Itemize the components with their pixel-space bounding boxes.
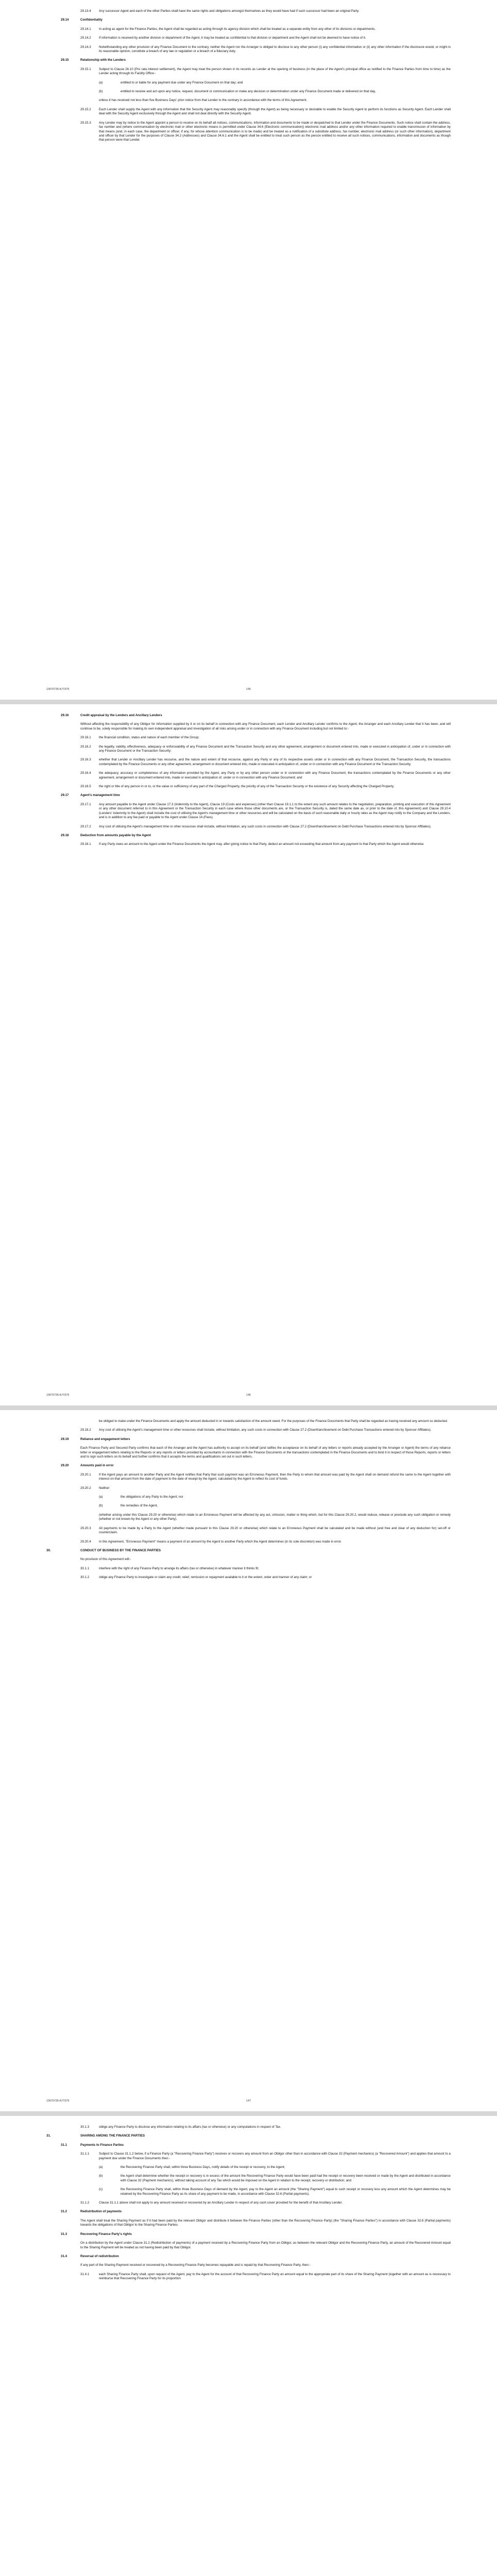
document-reference: 13670735-K/7/376 — [46, 688, 70, 691]
clause-number: 29.20.4 — [80, 1539, 91, 1544]
clause-number: 29.20.3 — [80, 1526, 91, 1530]
clause-number: 29.15 — [61, 58, 69, 62]
clause-number: 29.16.2 — [80, 744, 91, 749]
clause-text: Any cost of utilising the Agent's management time or other resources shall include, without limitation, any such costs in connection with Clause 27.2 (Disenfranchisement on Debt Purchase Transactions entered into by Sponsor Affiliates). — [99, 824, 432, 828]
clause-number: 29.18 — [61, 833, 69, 837]
paragraph: Each Finance Party and Secured Party confirms that each of the Arranger and the Agent has authority to accept on its behalf (and ratifies the acceptance on its behalf of any letters or reports already accepted by the Arranger or Agent) the terms of any reliance letter or engagement letters relating to the Reports or any reports or letters provided by accountants in connection with the Finance Documents or the transactions contemplated in the Finance Documents and to bind it in respect of those Reports, reports or letters and to sign such letters on its behalf and further confirms that it accepts the terms and qualifications set out in such letters. — [80, 1446, 451, 1459]
clause-text: the adequacy, accuracy or completeness of any information provided by the Agent, any Party or by any other person under or in connection with any Finance Document, the transactions contemplated by the Finance Documents or any other agreement, arrangement or document entered into, made or executed in anticipation of, under or in connection with any Finance Document; and — [99, 771, 451, 779]
paragraph: No provision of this Agreement will:- — [80, 1557, 131, 1562]
clause-number: 31.4 — [61, 2254, 67, 2258]
clause — [46, 36, 451, 40]
section-heading — [46, 2134, 451, 2138]
clause-number: 29.16.4 — [80, 771, 91, 775]
clause-title: Confidentiality — [80, 18, 102, 22]
page-content — [46, 1419, 451, 1585]
page-content — [46, 9, 451, 147]
clause-number: 31.1.2 — [80, 2201, 90, 2205]
clause — [46, 736, 451, 740]
clause-title: Credit appraisal by the Lenders and Ancillary Lenders — [80, 714, 162, 717]
clause-title: Agent's management time — [80, 793, 120, 798]
clause-number: 29.14.3 — [80, 45, 91, 49]
clause-number: 29.20 — [61, 1464, 69, 1468]
sub-paragraph — [46, 1495, 451, 1499]
sub-paragraph — [46, 2174, 451, 2183]
clause-text: the financial condition, status and nature of each member of the Group; — [99, 736, 200, 740]
clause-heading — [46, 793, 451, 798]
clause — [46, 9, 451, 13]
clause-heading — [46, 2143, 451, 2147]
clause-heading — [46, 2255, 451, 2259]
clause — [46, 771, 451, 780]
clause-number: 29.15.1 — [80, 67, 91, 71]
document-reference: 13670735-K/7/376 — [46, 2099, 70, 2103]
section-heading — [46, 1549, 451, 1553]
paragraph: On a distribution by the Agent under Clause 31.2 (Redistribution of payments) of a payment received by a Recovering Finance Party from an Obligor, as between the relevant Obligor and the Recovering Finance Party, an amount of the Recovered Amount equal to the Sharing Payment will be treated as not having been paid by that Obligor. — [80, 2241, 451, 2249]
clause-heading — [46, 18, 451, 22]
clause-number: 29.20.2 — [80, 1486, 91, 1490]
clause-text: Subject to Clause 31.1.2 below, if a Finance Party (a "Recovering Finance Party") receives or recovers any amount from an Obligor other than in accordance with Clause 32 (Payment mechanics) (a "Recovered Amount") and applies that amount to a payment due under the Finance Documents then:- — [99, 2152, 451, 2160]
clause-title: SHARING AMONG THE FINANCE PARTIES — [80, 2134, 145, 2138]
clause-number: 31.2 — [61, 2210, 67, 2214]
clause-number: (a) — [99, 2165, 103, 2170]
paragraph: be obliged to make under the Finance Documents and apply the amount deducted in or towards satisfaction of the amount owed. For the purposes of the Finance Documents that Party shall be regarded as having received any amount so deducted. — [99, 1419, 448, 1423]
clause-text: the obligations of any Party to the Agent; nor — [121, 1495, 183, 1499]
clause-text: All payments to be made by a Party to the Agent (whether made pursuant to this Clause 29.20 or otherwise) which relate to an Erroneous Payment shall be calculated and be made without (and free and clear of any deduction for) set-off or counterclaim. — [99, 1526, 451, 1535]
clause-number: 29.16.5 — [80, 785, 91, 789]
page-number: 146 — [246, 1394, 251, 1397]
clause-text: each Sharing Finance Party shall, upon request of the Agent, pay to the Agent for the account of that Recovering Finance Party an amount equal to the appropriate part of its share of the Sharing Payment (together with an amount as is necessary to reimburse that Recovering Finance Party for its proportion — [99, 2272, 451, 2281]
clause — [46, 803, 451, 820]
clause — [46, 842, 451, 846]
clause-heading — [46, 834, 451, 838]
page-number: 145 — [246, 688, 251, 691]
clause-number: 29.14.1 — [80, 27, 91, 31]
clause-text: the Recovering Finance Party shall, within three Business Days of demand by the Agent, pay to the Agent an amount (the "Sharing Payment") equal to such receipt or recovery less any amount which the Agent determines may be retained by the Recovering Finance Party as its share of any payment to be made, in accordance with Clause 32.6 (Partial payments). — [121, 2188, 451, 2196]
clause-text: the Agent shall determine whether the receipt or recovery is in excess of the amount the Recovering Finance Party would have been paid had the receipt or recovery been received or made by the Agent and distributed in accordance with Clause 32 (Payment mechanics), without taking account of any Tax which would be imposed on the Agent in relation to the receipt, recovery or distribution; and — [121, 2174, 451, 2182]
clause — [46, 121, 451, 143]
clause — [46, 108, 451, 116]
clause-number: 31.3 — [61, 2232, 67, 2236]
clause-number: 29.14.2 — [80, 36, 91, 40]
sub-paragraph — [46, 90, 451, 94]
clause-number: (b) — [99, 2174, 103, 2178]
clause-number: 31.1 — [61, 2143, 67, 2147]
clause-text: entitled to or liable for any payment due under any Finance Document on that day; and — [121, 80, 243, 84]
clause-number: 29.17.2 — [80, 824, 91, 828]
clause-text: In acting as agent for the Finance Parties, the Agent shall be regarded as acting through its agency division which shall be treated as a separate entity from any other of its divisions or departments. — [99, 27, 376, 31]
clause-text: Any Lender may by notice to the Agent appoint a person to receive on its behalf all notices, communications, information and documents to be made or despatched to that Lender under the Finance Documents. Such notice shall contain the address, fax number and (where communication by electronic mail or other electronic means is permitted under Clause 34.6 (Electronic communication)) electronic mail address and/or any other information required to enable transmission of information by that means (and, in each case, the department or officer, if any, for whose attention communication is to be made) and be treated as a notification of a substitute address, fax number, electronic mail address (or such other information), department and officer by that Lender for the purposes of Clause 34.2 (Addresses) and Clause 34.6.1 and the Agent shall be entitled to treat such person as the person entitled to receive all such notices, communications, information and documents as though that person were that Lender. — [99, 121, 451, 142]
paragraph: If any part of the Sharing Payment received or recovered by a Recovering Finance Party becomes repayable and is repaid by that Recovering Finance Party, then:- — [80, 2263, 311, 2267]
clause-number: 31.1.1 — [80, 2152, 90, 2156]
clause-number: 30.1.3 — [80, 2125, 90, 2129]
document-page — [0, 1410, 497, 2111]
page-content — [46, 714, 451, 852]
clause-number: 30.1.2 — [80, 1575, 90, 1580]
clause-title: Deduction from amounts payable by the Agent — [80, 833, 151, 837]
clause-text: Any amount payable to the Agent under Clause 17.3 (Indemnity to the Agent), Clause 19 (Costs and expenses) (other than Clause 19.1.1 to the extent any such amount relates to the negotiation, preparation, printing and execution of this Agreement or any other document referred to in this Agreement or the Transaction Security in each case where those other documents are, or the Transaction Security is, dated the same date as, or prior to the date of, this Agreement) and Clause 29.10.4 (Lenders' indemnity to the Agent) shall include the cost of utilising the Agent's management time or other resources and will be calculated on the basis of such reasonable daily or hourly rates as the Agent may notify to the Company and the Lenders, and is in addition to any fee paid or payable to the Agent under Clause 14 (Fees). — [99, 802, 451, 820]
clause-heading — [46, 2232, 451, 2236]
clause-heading — [46, 1464, 451, 1468]
sub-paragraph — [46, 2188, 451, 2196]
clause-number: (a) — [99, 1495, 103, 1499]
clause — [46, 785, 451, 789]
clause — [46, 2201, 451, 2205]
clause-number: (b) — [99, 1504, 103, 1508]
clause-text: Each Lender shall supply the Agent with any information that the Security Agent may reasonably specify (through the Agent) as being necessary or desirable to enable the Security Agent to perform its functions as Security Agent. Each Lender shall deal with the Security Agent exclusively through the Agent and shall not deal directly with the Security Agent. — [99, 107, 451, 116]
clause-title: Payments to Finance Parties — [80, 2143, 124, 2147]
clause-text: the right or title of any person in or to, or the value or sufficiency of any part of the Charged Property, the priority of any of the Transaction Security or the existence of any Security affecting the Charged Property. — [99, 785, 395, 789]
clause-heading — [46, 714, 451, 718]
clause — [46, 67, 451, 76]
document-page — [0, 704, 497, 1405]
document-page — [0, 2116, 497, 2576]
clause — [46, 1567, 451, 1571]
clause-title: Recovering Finance Party's rights — [80, 2232, 132, 2236]
clause-text: oblige any Finance Party to disclose any information relating to its affairs (tax or otherwise) or any computations in respect of Tax. — [99, 2125, 281, 2129]
clause-text: In this Agreement, "Erroneous Payment" means a payment of an amount by the Agent to another Party which the Agent determines (in its sole discretion) was made in error. — [99, 1539, 342, 1544]
clause — [46, 745, 451, 754]
clause-number: 29.18.1 — [80, 842, 91, 846]
clause-text: whether that Lender or Ancillary Lender has recourse, and the nature and extent of that recourse, against any Party or any of its respective assets under or in connection with any Finance Document, the Transaction Security, the transactions contemplated by the Finance Documents or any other agreement, arrangement or document entered into, made or executed in anticipation of, under or in connection with any Finance Document or the Transaction Security; — [99, 758, 451, 766]
clause — [46, 1473, 451, 1482]
clause-number: 29.17 — [61, 793, 69, 798]
sub-paragraph — [46, 81, 451, 85]
clause-number: (a) — [99, 80, 103, 84]
clause-text: If the Agent pays an amount to another Party and the Agent notifies that Party that such payment was an Erroneous Payment, then the Party to whom that amount was paid by the Agent shall on demand refund the same to the Agent together with interest on that amount from the date of payment to the date of receipt by the Agent, calculated by the Agent to reflect its cost of funds. — [99, 1472, 451, 1481]
sub-paragraph — [46, 1504, 451, 1508]
clause — [46, 1527, 451, 1535]
clause-text: Any successor Agent and each of the other Parties shall have the same rights and obligations amongst themselves as they would have had if such successor had been an original Party. — [99, 9, 359, 13]
clause-text: the Recovering Finance Party shall, within three Business Days, notify details of the receipt or recovery, to the Agent; — [121, 2165, 285, 2170]
clause-number: 29.16 — [61, 714, 69, 717]
clause-number: 31. — [46, 2134, 51, 2138]
clause-number: 29.15.2 — [80, 107, 91, 111]
clause — [46, 1540, 451, 1544]
clause-number: 29.13.4 — [80, 9, 91, 13]
clause — [46, 1486, 451, 1490]
paragraph: unless it has received not less than five Business Days' prior notice from that Lender to the contrary in accordance with the terms of this Agreement. — [99, 98, 307, 103]
clause-text: Any cost of utilising the Agent's management time or other resources shall include, without limitation, any such costs in connection with Clause 27.2 (Disenfranchisement on Debt Purchase Transactions entered into by Sponsor Affiliates). — [99, 1428, 432, 1432]
clause-text: oblige any Finance Party to investigate or claim any credit, relief, remission or repayment available to it or the extent, order and manner of any claim; or — [99, 1575, 312, 1580]
clause — [46, 2152, 451, 2161]
clause-text: Notwithstanding any other provision of any Finance Document to the contrary, neither the Agent nor the Arranger is obliged to disclose to any other person (i) any confidential information or (ii) any other information if the disclosure would, or might in its reasonable opinion, constitute a breach of any law or regulation or a breach of a fiduciary duty. — [99, 45, 451, 54]
document-page — [0, 0, 497, 700]
clause-number: (c) — [99, 2188, 103, 2192]
clause — [46, 758, 451, 767]
clause — [46, 1428, 451, 1432]
clause-number: 29.14 — [61, 18, 69, 22]
clause-text: Subject to Clause 26.10 (Pro rata interest settlement), the Agent may treat the person shown in its records as Lender at the opening of business (in the place of the Agent's principal office as notified to the Finance Parties from time to time) as the Lender acting through its Facility Office:- — [99, 67, 451, 76]
clause-number: 29.18.2 — [80, 1428, 91, 1432]
clause-number: 30.1.1 — [80, 1566, 90, 1570]
clause-heading — [46, 2210, 451, 2214]
document-reference: 13670735-K/7/376 — [46, 1394, 70, 1397]
clause-number: 30. — [46, 1548, 51, 1552]
clause — [46, 825, 451, 829]
clause-number: (b) — [99, 90, 103, 94]
clause-number: 29.17.1 — [80, 802, 91, 806]
clause-text: the remedies of the Agent, — [121, 1504, 158, 1508]
clause — [46, 2125, 451, 2129]
clause-title: Reliance and engagement letters — [80, 1437, 130, 1441]
sub-paragraph — [46, 2165, 451, 2170]
clause-text: Clause 31.1.1 above shall not apply to any amount received or recovered by an Ancillary Lender in respect of any cash cover provided for the benefit of that Ancillary Lender. — [99, 2201, 342, 2205]
clause — [46, 27, 451, 31]
clause-text: Neither: — [99, 1486, 110, 1490]
clause-number: 29.19 — [61, 1437, 69, 1441]
clause-heading — [46, 58, 451, 62]
clause-text: If information is received by another division or department of the Agent, it may be treated as confidential to that division or department and the Agent shall not be deemed to have notice of it. — [99, 36, 366, 40]
clause — [46, 1575, 451, 1580]
clause-number: 29.16.3 — [80, 758, 91, 762]
clause-text: the legality, validity, effectiveness, adequacy or enforceability of any Finance Document and the Transaction Security and any other agreement, arrangement or document entered into, made or executed in anticipation of, under or in connection with any Finance Document or the Transaction Security; — [99, 744, 451, 753]
clause-title: Redistribution of payments — [80, 2210, 122, 2214]
clause-title: CONDUCT OF BUSINESS BY THE FINANCE PARTIES — [80, 1548, 161, 1552]
clause-heading — [46, 1437, 451, 1442]
clause-number: 29.20.1 — [80, 1472, 91, 1477]
clause-number: 29.16.1 — [80, 736, 91, 740]
clause-number: 31.4.1 — [80, 2272, 90, 2276]
clause-text: If any Party owes an amount to the Agent under the Finance Documents the Agent may, after giving notice to that Party, deduct an amount not exceeding that amount from any payment to that Party which the Agent would otherwise — [99, 842, 424, 846]
clause-title: Relationship with the Lenders — [80, 58, 126, 62]
page-number: 147 — [246, 2099, 251, 2103]
clause-title: Amounts paid in error — [80, 1464, 114, 1468]
paragraph: (whether arising under this Clause 29.20 or otherwise) which relate to an Erroneous Payment will be affected by any act, omission, matter or thing which, but for this Clause 29.20.2, would reduce, release or preclude any such obligation or remedy (whether or not known by the Agent or any other Party). — [99, 1513, 451, 1521]
clause-text: interfere with the right of any Finance Party to arrange its affairs (tax or otherwise) in whatever manner it thinks fit; — [99, 1566, 259, 1570]
clause-text: entitled to receive and act upon any notice, request, document or communication or make any decision or determination under any Finance Document made or delivered on that day, — [121, 90, 376, 94]
page-content — [46, 2125, 451, 2286]
paragraph: Without affecting the responsibility of any Obligor for information supplied by it or on its behalf in connection with any Finance Document, each Lender and Ancillary Lender confirms to the Agent, the Arranger and each Ancillary Lender that it has been, and will continue to be, solely responsible for making its own independent appraisal and investigation of all risks arising under or in connection with any Finance Document including but not limited to:- — [80, 722, 451, 731]
clause-title: Reversal of redistribution — [80, 2254, 119, 2258]
clause-number: 29.15.3 — [80, 121, 91, 125]
clause — [46, 45, 451, 54]
paragraph: The Agent shall treat the Sharing Payment as if it had been paid by the relevant Obligor and distribute it between the Finance Parties (other than the Recovering Finance Party) (the "Sharing Finance Parties") in accordance with Clause 32.6 (Partial payments) towards the obligations of that Obligor to the Sharing Finance Parties. — [80, 2218, 451, 2227]
clause — [46, 2273, 451, 2281]
